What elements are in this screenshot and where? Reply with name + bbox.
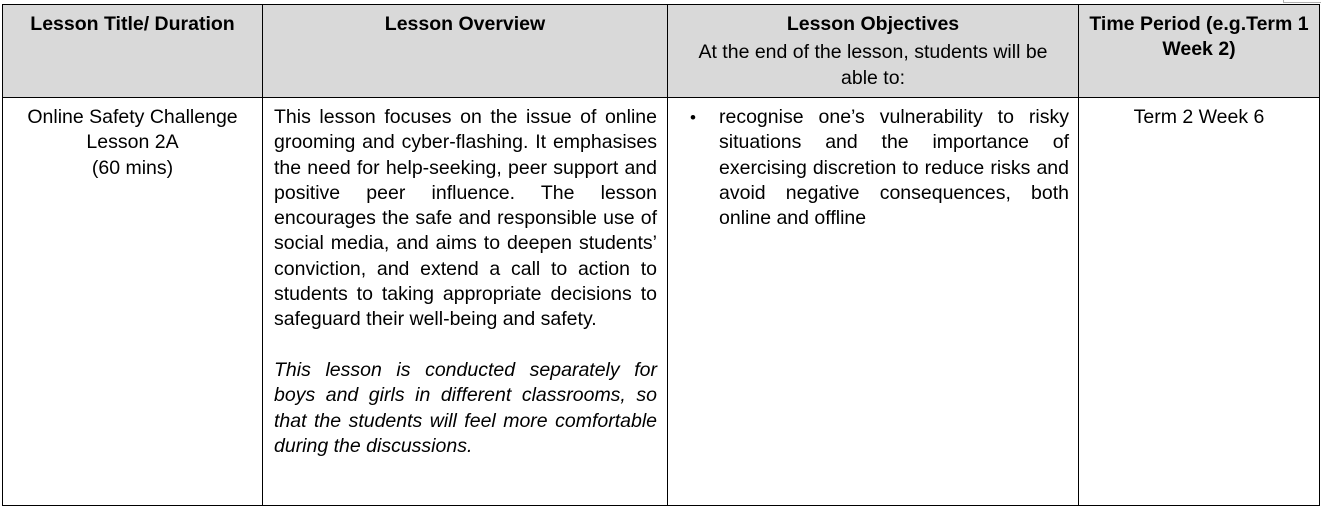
lesson-objectives-cell bbox=[668, 98, 1079, 506]
header-title-duration: Lesson Title/ Duration bbox=[3, 5, 263, 98]
lesson-title: Online Safety Challenge bbox=[27, 106, 238, 128]
objective-item bbox=[690, 105, 1069, 231]
header-objectives-subtitle: At the end of the lesson, students will be able to: bbox=[698, 41, 1048, 89]
lesson-time-period: Term 2 Week 6 bbox=[1133, 106, 1265, 128]
lesson-duration: (60 mins) bbox=[91, 156, 174, 179]
lesson-row bbox=[3, 98, 1320, 506]
lesson-number: Lesson 2A bbox=[86, 131, 179, 154]
objective-text: recognise one’s vulnerability to risky situations and the importance of exercising discretion to reduce risks and avoid negative consequences, both online and offline bbox=[719, 106, 1069, 230]
objectives-list bbox=[690, 105, 1069, 231]
header-objectives bbox=[668, 5, 1079, 98]
header-overview: Lesson Overview bbox=[263, 5, 668, 98]
lesson-overview-cell bbox=[263, 98, 668, 506]
lesson-overview-text: This lesson focuses on the issue of online grooming and cyber-flashing. It emphasises the need for help-seeking, peer support and positive peer influence. The lesson encourages the safe and responsible use of social media, and aims to deepen students’ conviction, and extend a call to action to students to taking appropriate decisions to safeguard their well-being and safety. bbox=[274, 106, 657, 331]
page-corner-mark bbox=[1283, 0, 1321, 3]
bullet-icon: • bbox=[690, 108, 696, 127]
header-row bbox=[3, 5, 1320, 98]
lesson-plan-table bbox=[2, 4, 1320, 506]
header-objectives-label: Lesson Objectives bbox=[786, 13, 960, 35]
header-time-period: Time Period (e.g.Term 1 Week 2) bbox=[1079, 5, 1320, 98]
lesson-note-text: This lesson is conducted separately for boys and girls in different classrooms, so that the students will feel more comfortable during the discussions. bbox=[274, 358, 657, 457]
lesson-title-cell bbox=[3, 98, 263, 506]
lesson-time-period-cell bbox=[1079, 98, 1320, 506]
